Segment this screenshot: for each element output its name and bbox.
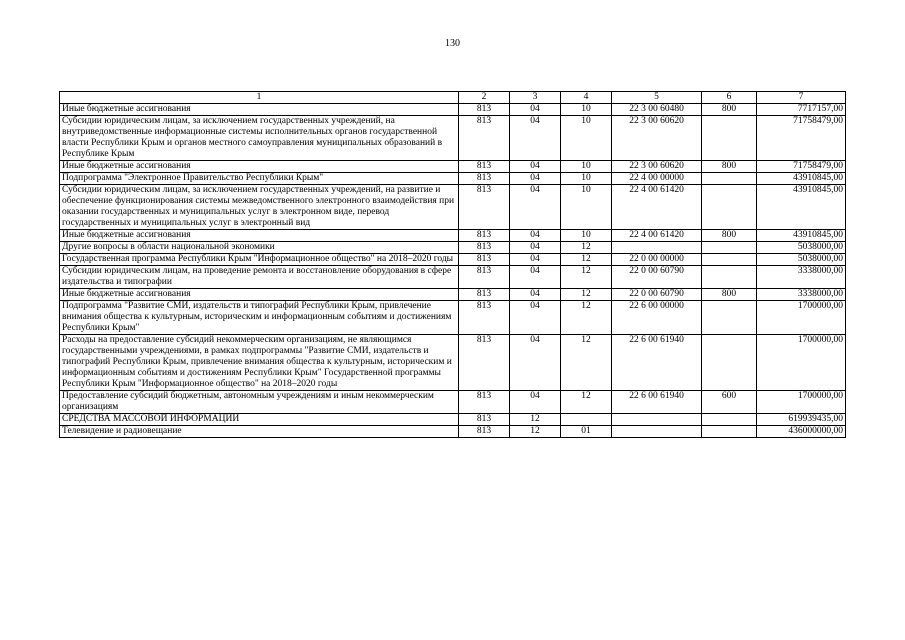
- cell-subsection: 12: [561, 335, 612, 391]
- column-header-amount: 7: [757, 92, 846, 104]
- cell-expense-type: [702, 426, 757, 438]
- cell-amount: 3338000,00: [757, 289, 846, 301]
- cell-name: Субсидии юридическим лицам, за исключением государственных учреждений, на развитие и обеспечение функционирования системы межведомственного электронного взаимодействия при оказании государственных и муниципальных услуг в электронном виде, перевод государственных и муниципальных услуг в электронный вид: [60, 185, 459, 230]
- cell-amount: 1700000,00: [757, 301, 846, 335]
- cell-target-article: 22 6 00 61940: [612, 391, 702, 414]
- cell-amount: 71758479,00: [757, 116, 846, 161]
- cell-subsection: 10: [561, 230, 612, 242]
- cell-section: 04: [510, 185, 561, 230]
- table-row: [60, 289, 846, 301]
- table-row: [60, 301, 846, 335]
- table-header-row: [60, 92, 846, 104]
- cell-target-article: [612, 414, 702, 426]
- cell-ministry: 813: [459, 161, 510, 173]
- cell-amount: 5038000,00: [757, 254, 846, 266]
- table-row: [60, 230, 846, 242]
- cell-expense-type: [702, 185, 757, 230]
- cell-target-article: 22 3 00 60480: [612, 104, 702, 116]
- cell-subsection: [561, 414, 612, 426]
- column-header-section: 3: [510, 92, 561, 104]
- cell-ministry: 813: [459, 301, 510, 335]
- cell-expense-type: [702, 116, 757, 161]
- cell-subsection: 10: [561, 116, 612, 161]
- cell-amount: 3338000,00: [757, 266, 846, 289]
- cell-ministry: 813: [459, 104, 510, 116]
- column-header-name: 1: [60, 92, 459, 104]
- cell-expense-type: [702, 242, 757, 254]
- cell-name: Субсидии юридическим лицам, за исключением государственных учреждений, на внутриведомственные информационные системы исполнительных органов государственной власти Республики Крым и органов местного самоуправления муниципальных образований в Республике Крым: [60, 116, 459, 161]
- cell-amount: 619939435,00: [757, 414, 846, 426]
- cell-target-article: 22 3 00 60620: [612, 161, 702, 173]
- table-row: [60, 173, 846, 185]
- table-row: [60, 335, 846, 391]
- cell-amount: 1700000,00: [757, 391, 846, 414]
- table-body: [60, 104, 846, 438]
- page-number: 130: [445, 38, 460, 49]
- cell-ministry: 813: [459, 426, 510, 438]
- cell-section: 04: [510, 335, 561, 391]
- cell-target-article: 22 4 00 61420: [612, 185, 702, 230]
- cell-expense-type: [702, 414, 757, 426]
- cell-expense-type: [702, 301, 757, 335]
- cell-ministry: 813: [459, 254, 510, 266]
- cell-section: 04: [510, 254, 561, 266]
- cell-name: Иные бюджетные ассигнования: [60, 230, 459, 242]
- cell-name: Субсидии юридическим лицам, на проведение ремонта и восстановление оборудования в сфере издательства и типографии: [60, 266, 459, 289]
- cell-ministry: 813: [459, 185, 510, 230]
- cell-name: Другие вопросы в области национальной экономики: [60, 242, 459, 254]
- cell-name: Расходы на предоставление субсидий некоммерческим организациям, не являющимся государственными учреждениями, в рамках подпрограммы "Развитие СМИ, издательств и типографий Республики Крым, привлечение внимания общества к культурным, историческим и информационным событиям и достижениям Республики Крым" Государственной программы Республики Крым "Информационное общество" на 2018–2020 годы: [60, 335, 459, 391]
- column-header-ministry: 2: [459, 92, 510, 104]
- cell-expense-type: [702, 335, 757, 391]
- cell-amount: 43910845,00: [757, 173, 846, 185]
- cell-subsection: 12: [561, 266, 612, 289]
- cell-target-article: 22 0 00 60790: [612, 266, 702, 289]
- table-row: [60, 116, 846, 161]
- cell-ministry: 813: [459, 335, 510, 391]
- budget-table: [59, 91, 846, 438]
- cell-section: 04: [510, 230, 561, 242]
- cell-section: 04: [510, 266, 561, 289]
- cell-target-article: 22 0 00 00000: [612, 254, 702, 266]
- table-row: [60, 161, 846, 173]
- cell-name: Телевидение и радиовещание: [60, 426, 459, 438]
- cell-subsection: 12: [561, 391, 612, 414]
- cell-target-article: 22 6 00 61940: [612, 335, 702, 391]
- cell-subsection: 12: [561, 254, 612, 266]
- cell-section: 12: [510, 426, 561, 438]
- cell-target-article: 22 6 00 00000: [612, 301, 702, 335]
- table-row: [60, 266, 846, 289]
- cell-section: 04: [510, 116, 561, 161]
- cell-name: Иные бюджетные ассигнования: [60, 104, 459, 116]
- cell-subsection: 10: [561, 161, 612, 173]
- cell-section: 04: [510, 161, 561, 173]
- cell-section: 04: [510, 391, 561, 414]
- cell-ministry: 813: [459, 289, 510, 301]
- column-header-expense-type: 6: [702, 92, 757, 104]
- table-row: [60, 391, 846, 414]
- cell-amount: 1700000,00: [757, 335, 846, 391]
- cell-ministry: 813: [459, 230, 510, 242]
- cell-name: Иные бюджетные ассигнования: [60, 289, 459, 301]
- cell-name: Подпрограмма "Развитие СМИ, издательств и типографий Республики Крым, привлечение внимания общества к культурным, историческим и информационным событиям и достижениям Республики Крым": [60, 301, 459, 335]
- cell-subsection: 12: [561, 301, 612, 335]
- cell-target-article: 22 4 00 00000: [612, 173, 702, 185]
- cell-name: Иные бюджетные ассигнования: [60, 161, 459, 173]
- cell-ministry: 813: [459, 242, 510, 254]
- cell-ministry: 813: [459, 414, 510, 426]
- cell-expense-type: 600: [702, 391, 757, 414]
- table-row: [60, 104, 846, 116]
- table-row: [60, 414, 846, 426]
- cell-subsection: 10: [561, 104, 612, 116]
- cell-name: СРЕДСТВА МАССОВОЙ ИНФОРМАЦИИ: [60, 414, 459, 426]
- cell-expense-type: 800: [702, 230, 757, 242]
- cell-subsection: 12: [561, 242, 612, 254]
- cell-ministry: 813: [459, 391, 510, 414]
- cell-amount: 71758479,00: [757, 161, 846, 173]
- cell-amount: 7717157,00: [757, 104, 846, 116]
- cell-target-article: 22 0 00 60790: [612, 289, 702, 301]
- cell-section: 12: [510, 414, 561, 426]
- column-header-target-article: 5: [612, 92, 702, 104]
- cell-expense-type: [702, 266, 757, 289]
- cell-ministry: 813: [459, 173, 510, 185]
- cell-amount: 436000000,00: [757, 426, 846, 438]
- cell-target-article: 22 4 00 61420: [612, 230, 702, 242]
- cell-expense-type: 800: [702, 104, 757, 116]
- table-row: [60, 242, 846, 254]
- cell-subsection: 10: [561, 173, 612, 185]
- table-row: [60, 426, 846, 438]
- cell-target-article: [612, 426, 702, 438]
- table-row: [60, 185, 846, 230]
- cell-expense-type: 800: [702, 289, 757, 301]
- cell-amount: 43910845,00: [757, 230, 846, 242]
- cell-expense-type: [702, 173, 757, 185]
- table-row: [60, 254, 846, 266]
- cell-ministry: 813: [459, 116, 510, 161]
- cell-section: 04: [510, 104, 561, 116]
- cell-target-article: [612, 242, 702, 254]
- cell-name: Предоставление субсидий бюджетным, автономным учреждениям и иным некоммерческим организациям: [60, 391, 459, 414]
- cell-name: Государственная программа Республики Крым "Информационное общество" на 2018–2020 годы: [60, 254, 459, 266]
- cell-expense-type: [702, 254, 757, 266]
- cell-section: 04: [510, 289, 561, 301]
- cell-expense-type: 800: [702, 161, 757, 173]
- cell-target-article: 22 3 00 60620: [612, 116, 702, 161]
- cell-subsection: 01: [561, 426, 612, 438]
- cell-ministry: 813: [459, 266, 510, 289]
- cell-subsection: 10: [561, 185, 612, 230]
- cell-section: 04: [510, 173, 561, 185]
- cell-section: 04: [510, 301, 561, 335]
- cell-amount: 43910845,00: [757, 185, 846, 230]
- cell-section: 04: [510, 242, 561, 254]
- column-header-subsection: 4: [561, 92, 612, 104]
- cell-amount: 5038000,00: [757, 242, 846, 254]
- cell-subsection: 12: [561, 289, 612, 301]
- cell-name: Подпрограмма "Электронное Правительство Республики Крым": [60, 173, 459, 185]
